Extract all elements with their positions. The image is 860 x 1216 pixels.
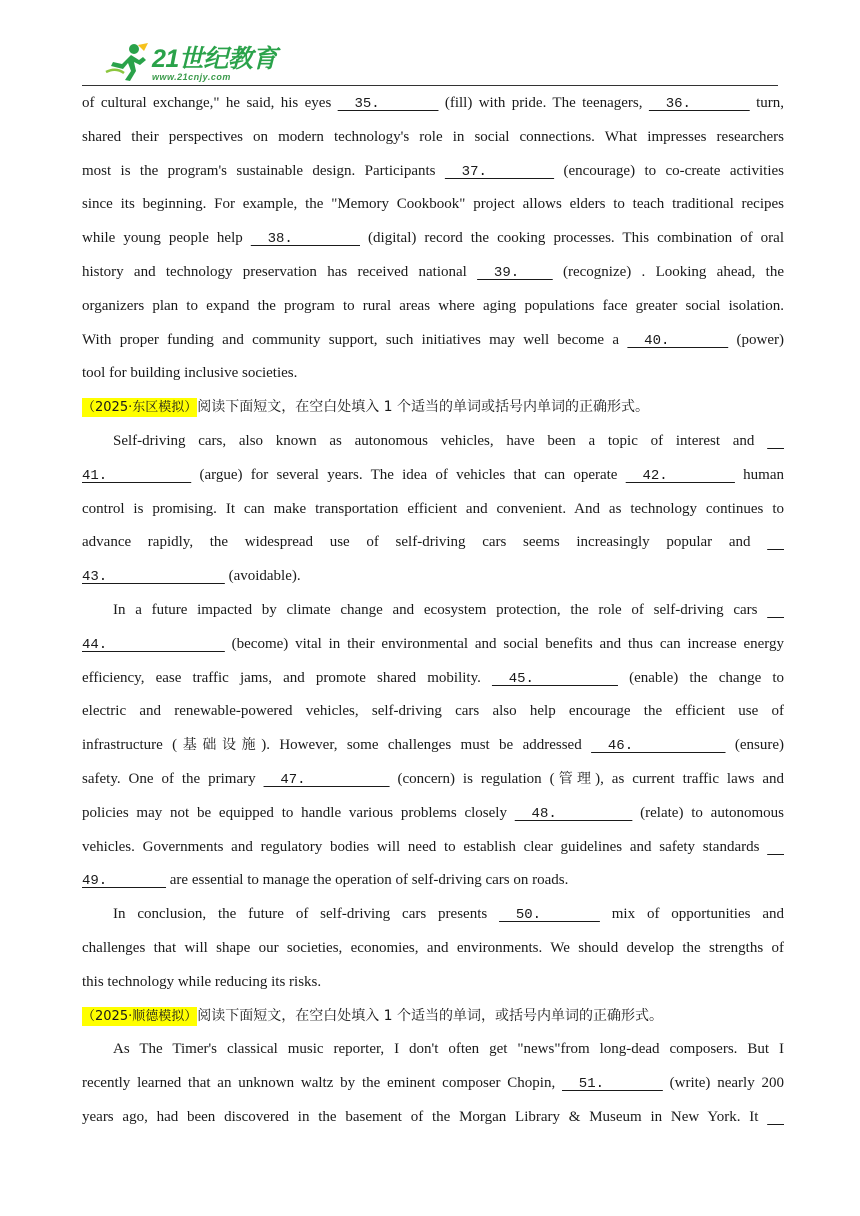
text-line xyxy=(82,628,784,662)
passage-body xyxy=(82,87,784,1135)
passage-text: advance rapidly, the widespread use of self-driving cars seems increasingly popular and xyxy=(82,534,768,551)
source-tag: （2025·东区模拟） xyxy=(82,400,198,416)
text-line xyxy=(82,594,784,628)
passage-text: (write) nearly 200 xyxy=(662,1075,784,1092)
passage-text: organizers plan to expand the program to rural areas where aging populations face greater social isolation. xyxy=(82,297,784,314)
text-line xyxy=(82,121,784,155)
passage-text: (ensure) xyxy=(725,737,785,754)
text-line xyxy=(82,695,784,729)
answer-blank[interactable] xyxy=(767,595,784,629)
passage-text: since its beginning. For example, the "Memory Cookbook" project allows elders to teach traditional recipes xyxy=(82,196,784,213)
header-divider xyxy=(82,85,778,86)
text-line xyxy=(82,560,784,594)
text-line xyxy=(82,966,784,1000)
passage-text: (digital) record the cooking processes. This combination of oral xyxy=(360,230,785,247)
passage-text: Self-driving cars, also known as autonomous vehicles, have been a topic of interest and xyxy=(113,432,768,449)
passage-text: (avoidable). xyxy=(224,568,301,585)
text-line xyxy=(82,864,784,898)
passage-text: most is the program's sustainable design. Participants xyxy=(82,162,445,179)
passage-text: history and technology preservation has received national xyxy=(82,263,478,280)
answer-blank[interactable]: 51. xyxy=(562,1076,663,1093)
passage-text: efficiency, ease traffic jams, and promote shared mobility. xyxy=(82,669,492,686)
passage-text: mix of opportunities and xyxy=(599,906,784,923)
text-line xyxy=(82,1000,784,1034)
text-line xyxy=(82,526,784,560)
passage-text: shared their perspectives on modern technology's role in social connections. What impresses researchers xyxy=(82,128,784,145)
passage-text: As The Timer's classical music reporter, I don't often get "news"from long-dead composers. But I xyxy=(113,1041,784,1058)
passage-text: ). However, some challenges must be addressed xyxy=(261,737,592,754)
passage-text: In conclusion, the future of self-driving cars presents xyxy=(113,906,500,923)
answer-blank[interactable]: 46. xyxy=(591,738,726,755)
passage-text: of cultural exchange," he said, his eyes xyxy=(82,95,338,111)
passage-text: (power) xyxy=(728,331,784,348)
answer-blank[interactable]: 48. xyxy=(514,805,633,822)
page-header xyxy=(82,38,778,88)
answer-blank[interactable]: 37. xyxy=(444,163,555,180)
text-line xyxy=(82,425,784,459)
passage-text: (enable) the change to xyxy=(617,669,784,686)
answer-blank[interactable]: 49. xyxy=(82,873,167,890)
answer-blank[interactable]: 45. xyxy=(491,670,618,687)
passage-text: control is promising. It can make transportation efficient and convenient. And as technology continues to xyxy=(82,500,784,517)
text-line xyxy=(82,729,784,763)
answer-blank[interactable] xyxy=(767,1102,784,1136)
text-line xyxy=(82,932,784,966)
text-line xyxy=(82,290,784,324)
passage-text: recently learned that an unknown waltz by the eminent composer Chopin, xyxy=(82,1075,562,1092)
text-line xyxy=(82,324,784,358)
answer-blank[interactable]: 42. xyxy=(625,467,735,484)
answer-blank[interactable] xyxy=(767,527,784,561)
text-line xyxy=(82,155,784,189)
site-logo xyxy=(104,42,277,82)
passage-text: safety. One of the primary xyxy=(82,770,264,787)
passage-text: this technology while reducing its risks. xyxy=(82,973,322,990)
answer-blank[interactable] xyxy=(767,832,784,866)
passage-text: infrastructure ( xyxy=(82,737,178,754)
passage-text: (recognize) . Looking ahead, the xyxy=(552,263,784,280)
answer-blank[interactable]: 41. xyxy=(82,467,192,484)
passage-text: vehicles. Governments and regulatory bodies will need to establish clear guidelines and safety standards xyxy=(82,838,768,855)
text-line xyxy=(82,1067,784,1101)
text-line xyxy=(82,1033,784,1067)
cjk-text: 阅读下面短文，在空白处填入 1 个适当的单词或括号内单词的正确形式。 xyxy=(197,399,650,416)
text-line xyxy=(82,188,784,222)
answer-blank[interactable]: 35. xyxy=(337,96,439,112)
runner-logo-icon xyxy=(104,42,150,82)
answer-blank[interactable]: 36. xyxy=(648,96,750,112)
text-line xyxy=(82,797,784,831)
source-tag: （2025·顺德模拟） xyxy=(82,1008,198,1024)
text-line xyxy=(82,256,784,290)
passage-text: are essential to manage the operation of self-driving cars on roads. xyxy=(166,872,569,889)
text-line xyxy=(82,222,784,256)
answer-blank[interactable]: 50. xyxy=(499,907,600,924)
answer-blank[interactable]: 43. xyxy=(82,569,225,586)
text-line xyxy=(82,493,784,527)
passage-text: With proper funding and community support, such initiatives may well become a xyxy=(82,331,628,348)
passage-text: electric and renewable-powered vehicles, self-driving cars also help encourage the efficient use of xyxy=(82,703,784,720)
passage-text: (fill) with pride. The teenagers, xyxy=(438,95,649,111)
cjk-text: 基础设施 xyxy=(177,737,262,754)
passage-text: (become) vital in their environmental and social benefits and thus can increase energy xyxy=(224,635,784,652)
text-line xyxy=(82,391,784,425)
passage-text: challenges that will shape our societies, economies, and environments. We should develop the strengths of xyxy=(82,939,784,956)
passage-text: tool for building inclusive societies. xyxy=(82,365,298,382)
passage-text: policies may not be equipped to handle various problems closely xyxy=(82,804,515,821)
logo-url: www.21cnjy.com xyxy=(152,72,231,82)
answer-blank[interactable]: 39. xyxy=(477,264,553,281)
passage-text: years ago, had been discovered in the basement of the Morgan Library & Museum in New York. It xyxy=(82,1108,768,1125)
passage-text: (encourage) to co-create activities xyxy=(554,162,784,179)
text-line xyxy=(82,898,784,932)
passage-text: In a future impacted by climate change and ecosystem protection, the role of self-driving cars xyxy=(113,601,768,618)
passage-text: turn, xyxy=(749,95,785,111)
passage-text: while young people help xyxy=(82,230,251,247)
answer-blank[interactable]: 44. xyxy=(82,636,225,653)
answer-blank[interactable] xyxy=(767,426,784,460)
text-line xyxy=(82,87,784,121)
passage-text: (relate) to autonomous xyxy=(632,804,784,821)
text-line xyxy=(82,1101,784,1135)
cjk-text: 管理 xyxy=(554,770,596,787)
answer-blank[interactable]: 47. xyxy=(263,771,390,788)
cjk-text: 阅读下面短文，在空白处填入 1 个适当的单词，或括号内单词的正确形式。 xyxy=(197,1007,664,1024)
passage-text: (concern) is regulation ( xyxy=(389,770,555,787)
logo-wordmark: 21世纪教育 xyxy=(152,45,277,73)
text-line xyxy=(82,662,784,696)
passage-text: human xyxy=(734,466,784,483)
answer-blank[interactable]: 38. xyxy=(250,231,360,248)
text-line xyxy=(82,831,784,865)
text-line xyxy=(82,357,784,391)
text-line xyxy=(82,459,784,493)
passage-text: ), as current traffic laws and xyxy=(595,770,785,787)
passage-text: (argue) for several years. The idea of vehicles that can operate xyxy=(191,466,626,483)
answer-blank[interactable]: 40. xyxy=(627,332,729,349)
text-line xyxy=(82,763,784,797)
